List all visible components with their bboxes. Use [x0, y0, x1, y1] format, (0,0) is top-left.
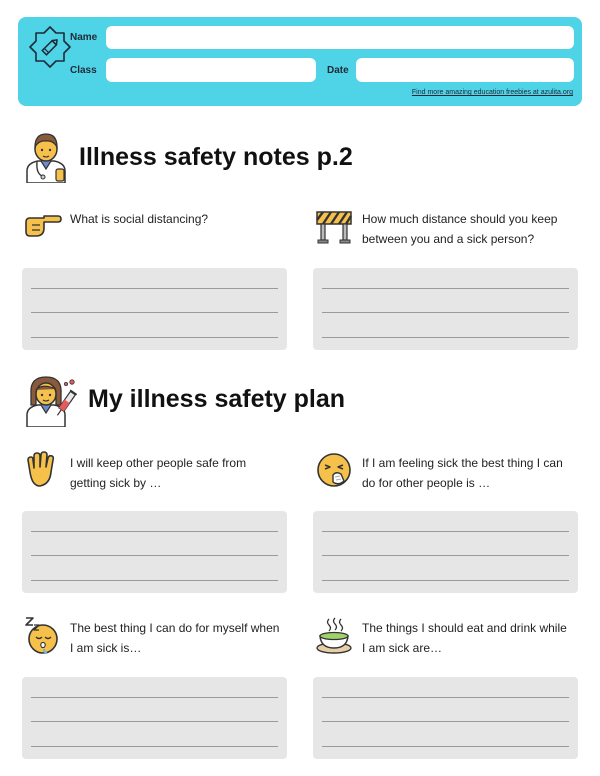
- barrier-icon: [314, 206, 354, 246]
- answer-line: [322, 697, 569, 698]
- answer-line: [322, 531, 569, 532]
- sleeping-face-icon: [22, 615, 62, 655]
- answer-line: [31, 531, 278, 532]
- question-item: [22, 450, 292, 496]
- question-text: If I am feeling sick the best thing I can do for other people is …: [362, 456, 563, 490]
- question-item: [314, 615, 584, 661]
- name-label: Name: [70, 32, 98, 43]
- question-item: [314, 450, 584, 496]
- question-text: What is social distancing?: [70, 212, 209, 226]
- sneezing-face-icon: [314, 450, 354, 490]
- question-item: [314, 206, 584, 252]
- answer-line: [31, 288, 278, 289]
- answer-line: [322, 721, 569, 722]
- answer-line: [322, 288, 569, 289]
- hot-soup-icon: [314, 615, 354, 655]
- azulita-link[interactable]: Find more amazing education freebies at azulita.org: [411, 89, 573, 96]
- pencil-badge-icon: [28, 25, 72, 69]
- answer-line: [31, 746, 278, 747]
- name-field[interactable]: [106, 26, 574, 49]
- answer-box[interactable]: [22, 268, 287, 350]
- section-title: Illness safety notes p.2: [79, 143, 353, 171]
- question-text: The best thing I can do for myself when I am sick is…: [70, 621, 280, 655]
- raised-hand-icon: [22, 450, 62, 490]
- class-field[interactable]: [106, 58, 316, 82]
- answer-line: [322, 580, 569, 581]
- answer-line: [322, 337, 569, 338]
- answer-line: [31, 697, 278, 698]
- answer-line: [322, 312, 569, 313]
- question-text: How much distance should you keep between you and a sick person?: [362, 212, 558, 246]
- question-text: I will keep other people safe from getting sick by …: [70, 456, 247, 490]
- answer-line: [31, 580, 278, 581]
- date-field[interactable]: [356, 58, 574, 82]
- worksheet-header: [18, 17, 582, 106]
- section-title: My illness safety plan: [88, 385, 346, 413]
- question-item: [22, 615, 292, 661]
- answer-box[interactable]: [22, 511, 287, 593]
- date-label: Date: [327, 65, 349, 76]
- answer-line: [31, 312, 278, 313]
- answer-line: [31, 337, 278, 338]
- answer-box[interactable]: [313, 677, 578, 759]
- answer-line: [31, 721, 278, 722]
- question-text: The things I should eat and drink while I am sick are…: [362, 621, 567, 655]
- answer-box[interactable]: [313, 511, 578, 593]
- pointing-hand-icon: [22, 206, 62, 246]
- answer-line: [31, 555, 278, 556]
- answer-line: [322, 746, 569, 747]
- doctor-icon: [22, 129, 70, 183]
- class-label: Class: [70, 65, 97, 76]
- question-item: [22, 206, 292, 252]
- answer-box[interactable]: [313, 268, 578, 350]
- answer-line: [322, 555, 569, 556]
- answer-box[interactable]: [22, 677, 287, 759]
- health-worker-icon: [22, 373, 78, 427]
